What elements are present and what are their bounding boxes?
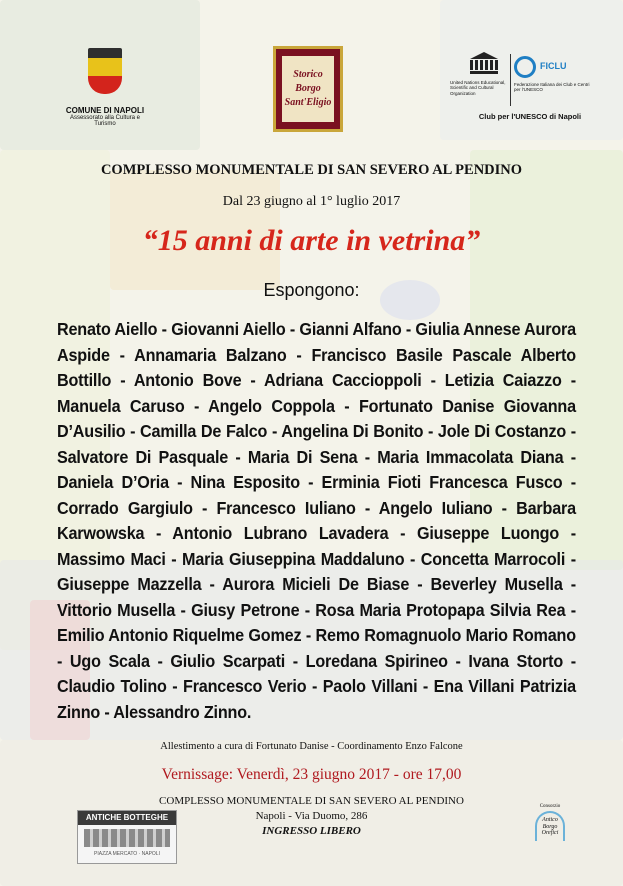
espongono-label: Espongono: — [263, 280, 360, 300]
consorzio-top: Consorzio — [539, 804, 561, 809]
borgo-logo-line3: Sant'Eligio — [284, 97, 332, 108]
napoli-crest-icon — [88, 48, 122, 96]
borgo-sant-eligio-logo — [273, 46, 343, 132]
borgo-logo-line1: Storico — [293, 69, 323, 80]
exhibition-title: “15 anni di arte in vetrina” — [142, 224, 481, 257]
consorzio-line1: Antico — [542, 817, 558, 824]
consorzio-orefici-logo — [530, 804, 570, 862]
logo-divider — [510, 54, 511, 106]
consorzio-line3: Orefici — [541, 830, 559, 837]
vernissage-line: Vernissage: Venerdì, 23 giugno 2017 - ore 17,00 — [161, 766, 462, 783]
unesco-ficlu-logo — [450, 52, 610, 124]
address-venue: COMPLESSO MONUMENTALE DI SAN SEVERO AL PENDINO — [159, 795, 464, 807]
address-free-entry: INGRESSO LIBERO — [262, 825, 361, 837]
antiche-botteghe-logo — [77, 810, 177, 864]
venue-heading: COMPLESSO MONUMENTALE DI SAN SEVERO AL PENDINO — [100, 162, 523, 178]
botteghe-name: ANTICHE BOTTEGHE — [78, 811, 176, 825]
botteghe-shopfront-icon — [84, 829, 170, 847]
consorzio-arch-icon — [535, 811, 565, 841]
address-street: Napoli - Via Duomo, 286 — [255, 810, 368, 822]
artists-list: Renato Aiello - Giovanni Aiello - Gianni Alfano - Giulia Annese Aurora Aspide - Annamaria Balzano - Francisco Basile Pascale Alberto Bottillo - Antonio Bove - Adriana Caccioppoli - Letizia Caiazzo - Manuela Caruso - Angelo Coppola - Fortunato Danise Giovanna D’Ausilio - Camilla De Falco - Angelina Di Bonito - Jole Di Costanzo - Salvatore Di Pasquale - Maria Di Sena - Maria Immacolata Diana - Daniela D’Oria - Nina Esposito - Erminia Fioti Francesca Fusco - Corrado Gargiulo - Francesco Iuliano - Angelo Iuliano - Barbara Karwowska - Antonio Lubrano Lavadera - Giuseppe Luongo - Massimo Maci - Maria Giuseppina Maddaluno - Concetta Marrocoli - Giuseppe Mazzella - Aurora Micieli De Biase - Beverley Musella - Vittorio Musella - Giusy Petrone - Rosa Maria Protopapa Silvia Rea - Emilio Antonio Riquelme Gomez - Remo Romagnuolo Mario Romano - Ugo Scala - Giulio Scarpati - Loredana Spirineo - Ivana Storto - Claudio Tolino - Francesco Verio - Paolo Villani - Ena Villani Patrizia Zinno - Alessandro Zinno. — [57, 319, 576, 722]
consorzio-line2: Borgo — [542, 823, 558, 830]
comune-napoli-logo — [60, 48, 150, 138]
ficlu-sub: Federazione Italiana dei Club e Centri per l'UNESCO — [514, 82, 590, 93]
unesco-club-name: Club per l'UNESCO di Napoli — [478, 112, 582, 121]
unesco-text: United Nations Educational, Scientific and Cultural Organization — [450, 80, 506, 96]
napoli-logo-sub: Assessorato alla Cultura e Turismo — [69, 115, 141, 127]
botteghe-foot: PIAZZA MERCATO · NAPOLI — [94, 851, 160, 857]
ficlu-ring-icon — [514, 56, 536, 78]
ficlu-label: FICLU — [540, 61, 567, 71]
napoli-logo-name: COMUNE DI NAPOLI — [65, 106, 145, 115]
borgo-logo-line2: Borgo — [295, 83, 321, 94]
unesco-temple-icon — [470, 52, 498, 74]
exhibition-dates: Dal 23 giugno al 1° luglio 2017 — [222, 194, 401, 209]
credits-line: Allestimento a cura di Fortunato Danise - Coordinamento Enzo Falcone — [160, 741, 463, 752]
